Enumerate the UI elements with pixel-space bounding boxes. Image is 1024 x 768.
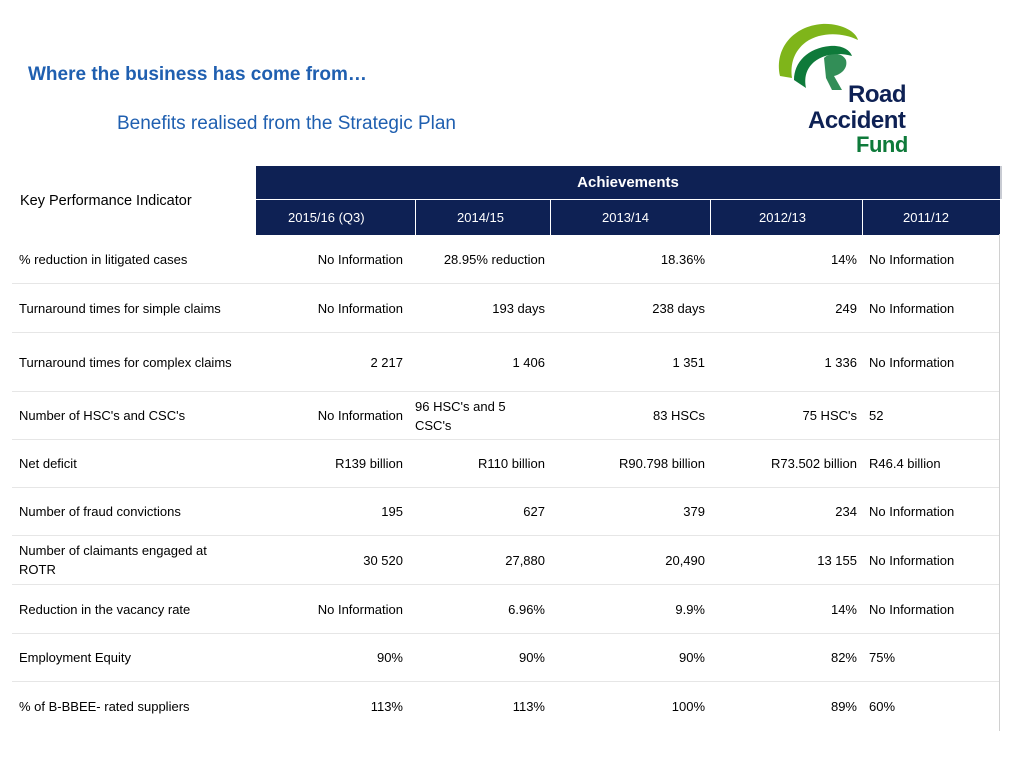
value-2011-12: 52 (869, 408, 884, 423)
kpi-header-label: Key Performance Indicator (20, 193, 192, 209)
table-row (12, 284, 1000, 332)
page-title: Where the business has come from… (28, 64, 367, 85)
kpi-label: Turnaround times for simple claims (19, 300, 221, 316)
value-2013-14: 100% (671, 698, 705, 714)
kpi-label: Reduction in the vacancy rate (19, 601, 191, 617)
value-2015-16: 113% (370, 698, 403, 714)
value-2014-15: 27,880 (505, 552, 545, 568)
value-2011-12: R46.4 billion (869, 456, 941, 471)
kpi-label: % reduction in litigated cases (19, 252, 188, 267)
value-2015-16: 195 (381, 504, 403, 519)
value-2014-15: 6.96% (508, 601, 545, 617)
value-2015-16: No Information (317, 252, 403, 267)
value-2014-15: 90% (518, 650, 545, 665)
value-2012-13: 14% (830, 252, 857, 267)
achievements-header: Achievements (256, 166, 1002, 199)
logo-text-road: Road (848, 81, 906, 108)
value-2011-12: 75% (869, 650, 896, 665)
value-2012-13: 1 336 (824, 354, 857, 370)
logo-text-accident: Accident (808, 107, 906, 134)
value-2013-14: R90.798 billion (618, 456, 705, 471)
value-2012-13: 13 155 (817, 552, 857, 568)
table-row (12, 536, 1000, 584)
kpi-label: Turnaround times for complex claims (19, 354, 232, 370)
year-header-2012-13: 2012/13 (711, 200, 863, 235)
logo-text-fund: Fund (856, 132, 908, 157)
road-accident-fund-logo (772, 18, 932, 160)
table-row (12, 392, 1000, 439)
value-2015-16: 90% (376, 650, 403, 665)
year-header-2011-12: 2011/12 (863, 200, 1000, 235)
value-2015-16: No Information (317, 408, 403, 423)
table-row (12, 440, 1000, 487)
value-2011-12: No Information (869, 552, 955, 568)
value-2015-16: R139 billion (335, 456, 403, 471)
table-row (12, 585, 1000, 633)
year-header-2014-15: 2014/15 (416, 200, 551, 235)
kpi-label: Number of claimants engaged at ROTR (19, 543, 207, 577)
value-2014-15: 96 HSC's and 5 CSC's (415, 398, 506, 433)
value-2013-14: 379 (683, 504, 705, 519)
value-2012-13: 89% (830, 698, 857, 714)
kpi-label: Number of HSC's and CSC's (19, 408, 186, 423)
value-2013-14: 238 days (652, 300, 705, 316)
value-2012-13: 14% (830, 601, 857, 617)
year-header-2013-14: 2013/14 (551, 200, 711, 235)
value-2011-12: No Information (869, 354, 955, 370)
table-right-border (999, 234, 1000, 731)
value-2013-14: 83 HSCs (652, 408, 705, 423)
kpi-label: Net deficit (19, 456, 77, 471)
value-2014-15: R110 billion (478, 456, 545, 471)
value-2013-14: 20,490 (665, 552, 705, 568)
value-2011-12: No Information (869, 504, 955, 519)
table-row (12, 236, 1000, 283)
kpi-label: Employment Equity (19, 650, 131, 665)
table-row (12, 682, 1000, 730)
value-2015-16: 30 520 (363, 552, 403, 568)
value-2014-15: 627 (523, 504, 545, 519)
table-header (12, 166, 1000, 234)
value-2011-12: 60% (869, 698, 896, 714)
kpi-label: Number of fraud convictions (19, 504, 181, 519)
value-2015-16: No Information (317, 601, 403, 617)
value-2015-16: No Information (317, 300, 403, 316)
value-2011-12: No Information (869, 252, 955, 267)
value-2011-12: No Information (869, 300, 955, 316)
kpi-column-header (12, 166, 252, 234)
value-2013-14: 9.9% (675, 601, 705, 617)
value-2012-13: R73.502 billion (770, 456, 857, 471)
value-2013-14: 18.36% (660, 252, 705, 267)
value-2014-15: 1 406 (512, 354, 545, 370)
value-2012-13: 249 (835, 300, 857, 316)
table-row (12, 634, 1000, 681)
kpi-label: % of B-BBEE- rated suppliers (19, 698, 190, 714)
value-2011-12: No Information (869, 601, 955, 617)
value-2014-15: 28.95% reduction (443, 252, 545, 267)
value-2015-16: 2 217 (370, 354, 403, 370)
value-2012-13: 234 (835, 504, 857, 519)
value-2013-14: 1 351 (672, 354, 705, 370)
year-header-2015-16: 2015/16 (Q3) (256, 200, 416, 235)
value-2014-15: 113% (512, 698, 545, 714)
value-2012-13: 82% (830, 650, 857, 665)
page-subtitle: Benefits realised from the Strategic Plan (117, 113, 457, 134)
table-row (12, 333, 1000, 391)
table-row (12, 488, 1000, 535)
value-2012-13: 75 HSC's (802, 408, 857, 423)
value-2014-15: 193 days (492, 300, 545, 316)
value-2013-14: 90% (678, 650, 705, 665)
year-header-row (256, 199, 1000, 235)
